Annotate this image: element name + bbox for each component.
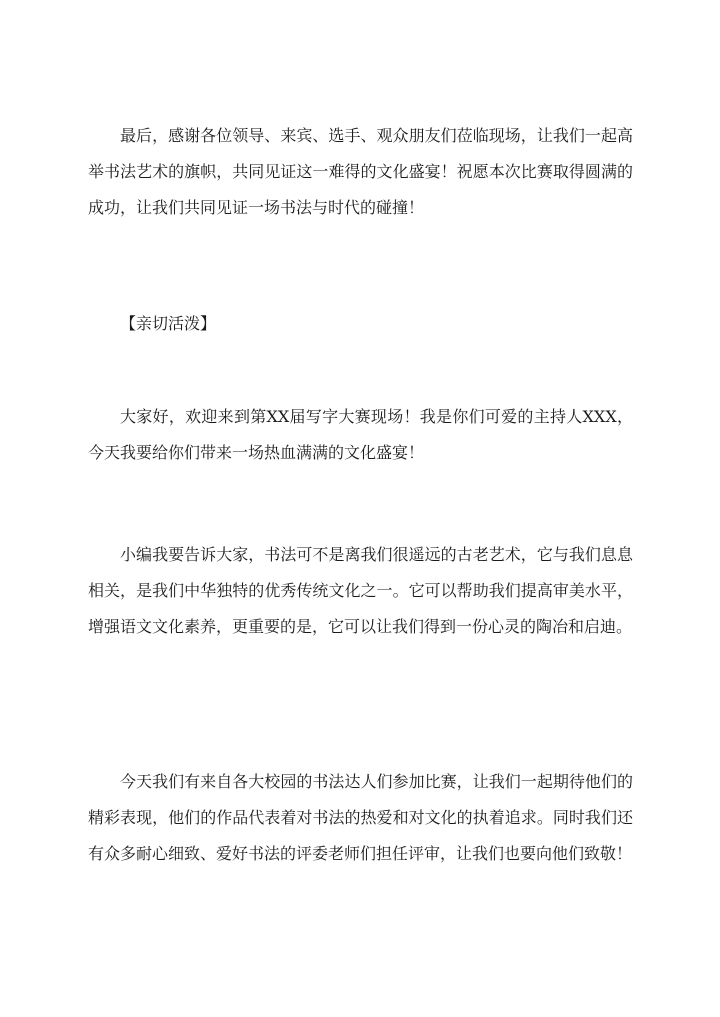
calligraphy-intro-paragraph: 小编我要告诉大家，书法可不是离我们很遥远的古老艺术，它与我们息息相关，是我们中华独特的优秀传统文化之一。它可以帮助我们提高审美水平，增强语文文化素养，更重要的是，它可以让我们得到一份心灵的陶冶和启迪。 — [88, 545, 633, 636]
closing-paragraph: 最后，感谢各位领导、来宾、选手、观众朋友们莅临现场，让我们一起高举书法艺术的旗帜，共同见证这一难得的文化盛宴！祝愿本次比赛取得圆满的成功，让我们共同见证一场书法与时代的碰撞！ — [88, 126, 633, 217]
greeting-paragraph: 大家好，欢迎来到第XX届写字大赛现场！我是你们可爱的主持人XXX，今天我要给你们带来一场热血满满的文化盛宴！ — [88, 407, 633, 462]
contestants-paragraph: 今天我们有来自各大校园的书法达人们参加比赛，让我们一起期待他们的精彩表现，他们的作品代表着对书法的热爱和对文化的执着追求。同时我们还有众多耐心细致、爱好书法的评委老师们担任评审，让我们也要向他们致敬！ — [88, 772, 633, 863]
section-heading: 【亲切活泼】 — [120, 314, 217, 333]
